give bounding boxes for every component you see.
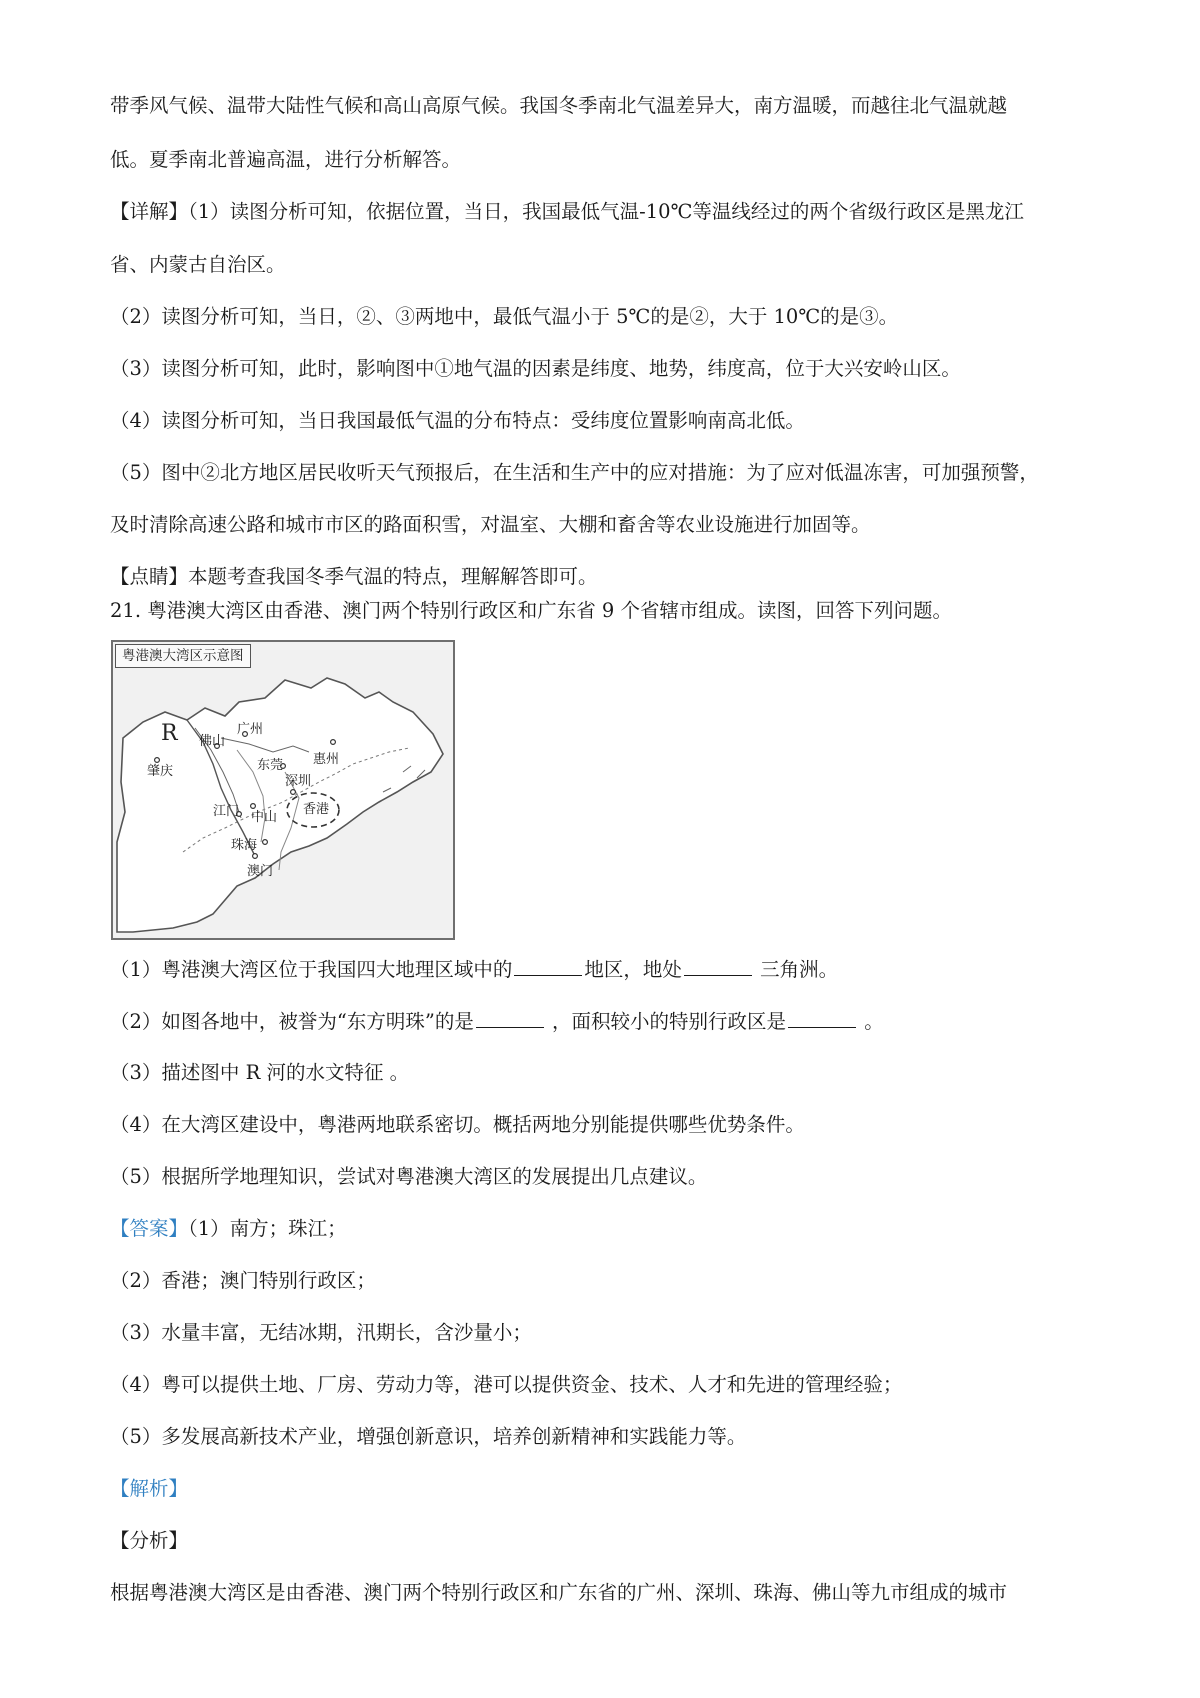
river-r-label: R bbox=[161, 721, 178, 746]
detail-line: （2）读图分析可知，当日，②、③两地中，最低气温小于 5℃的是②，大于 10℃的是③。 bbox=[110, 305, 899, 328]
answer-text: （1）南方；珠江； bbox=[188, 1217, 347, 1240]
sub1-part-b: 地区，地处 bbox=[584, 958, 682, 981]
detail-line: （4）读图分析可知，当日我国最低气温的分布特点：受纬度位置影响南高北低。 bbox=[110, 409, 805, 432]
sub-question-3: （3）描述图中 R 河的水文特征 。 bbox=[110, 1061, 410, 1084]
shenzhen-dot bbox=[291, 790, 296, 795]
city-label-foshan: 佛山 bbox=[199, 734, 226, 749]
zhongshan-dot bbox=[251, 804, 256, 809]
analysis-tag: 【解析】 bbox=[110, 1477, 189, 1500]
detail-text: （1）读图分析可知，依据位置，当日，我国最低气温-10℃等温线经过的两个省级行政区是黑龙江 bbox=[188, 200, 1024, 223]
answer-line: （3）水量丰富，无结冰期，汛期长，含沙量小； bbox=[110, 1321, 532, 1344]
sub1-part-a: （1）粤港澳大湾区位于我国四大地理区域中的 bbox=[110, 958, 513, 981]
sub1-part-c: 三角洲。 bbox=[753, 958, 839, 981]
city-label-zhongshan: 中山 bbox=[251, 810, 278, 825]
answer-blank bbox=[476, 1007, 544, 1028]
detail-line: （3）读图分析可知，此时，影响图中①地气温的因素是纬度、地势，纬度高，位于大兴安岭山区。 bbox=[110, 357, 961, 380]
detail-line: 省、内蒙古自治区。 bbox=[110, 253, 286, 276]
answer-line: （2）香港；澳门特别行政区； bbox=[110, 1269, 376, 1292]
sub2-part-b: ，面积较小的特别行政区是 bbox=[545, 1010, 787, 1033]
huizhou-dot bbox=[331, 740, 336, 745]
city-label-zhuhai: 珠海 bbox=[231, 838, 258, 853]
sub2-part-c: 。 bbox=[858, 1010, 884, 1033]
answer-blank bbox=[514, 955, 582, 976]
question-number: 21. bbox=[110, 599, 142, 622]
macau-dot bbox=[253, 854, 258, 859]
answer-blank bbox=[684, 955, 752, 976]
sub-question-4: （4）在大湾区建设中，粤港两地联系密切。概括两地分别能提供哪些优势条件。 bbox=[110, 1113, 805, 1136]
analysis-text: 根据粤港澳大湾区是由香港、澳门两个特别行政区和广东省的广州、深圳、珠海、佛山等九市组成的城市 bbox=[110, 1581, 1008, 1604]
map-drawing bbox=[113, 642, 453, 938]
detail-line bbox=[110, 198, 1100, 226]
question-text: 粤港澳大湾区由香港、澳门两个特别行政区和广东省 9 个省辖市组成。读图，回答下列问题。 bbox=[147, 599, 953, 622]
answer-tag: 【答案】 bbox=[110, 1217, 189, 1240]
comment-tag: 【点睛】 bbox=[110, 565, 189, 588]
city-label-shenzhen: 深圳 bbox=[285, 774, 312, 789]
sub-question-1 bbox=[110, 955, 1100, 984]
zhuhai-dot bbox=[263, 840, 268, 845]
city-label-dongguan: 东莞 bbox=[257, 758, 284, 773]
city-label-hongkong: 香港 bbox=[303, 802, 330, 817]
answer-line: （4）粤可以提供土地、厂房、劳动力等，港可以提供资金、技术、人才和先进的管理经验； bbox=[110, 1373, 903, 1396]
map-title: 粤港澳大湾区示意图 bbox=[115, 644, 251, 668]
city-label-huizhou: 惠州 bbox=[313, 752, 340, 767]
analysis-sub-tag: 【分析】 bbox=[110, 1529, 189, 1552]
paragraph-line: 低。夏季南北普遍高温，进行分析解答。 bbox=[110, 148, 462, 171]
detail-tag: 【详解】 bbox=[110, 200, 189, 223]
detail-line: 及时清除高速公路和城市市区的路面积雪，对温室、大棚和畜舍等农业设施进行加固等。 bbox=[110, 513, 871, 536]
city-label-zhaoqing: 肇庆 bbox=[147, 764, 174, 779]
paragraph-line: 带季风气候、温带大陆性气候和高山高原气候。我国冬季南北气温差异大，南方温暖，而越往北气温就越 bbox=[110, 94, 1008, 117]
city-label-jiangmen: 江门 bbox=[213, 804, 240, 819]
detail-line: （5）图中②北方地区居民收听天气预报后，在生活和生产中的应对措施：为了应对低温冻害，可加强预警， bbox=[110, 461, 1039, 484]
question-stem bbox=[110, 597, 1100, 625]
city-label-macau: 澳门 bbox=[247, 864, 274, 879]
city-label-guangzhou: 广州 bbox=[237, 722, 264, 737]
sub2-part-a: （2）如图各地中，被誉为“东方明珠”的是 bbox=[110, 1010, 474, 1033]
comment-line bbox=[110, 563, 1100, 591]
land-outline bbox=[117, 678, 443, 932]
answer-blank bbox=[788, 1007, 856, 1028]
bay-area-map bbox=[111, 640, 455, 940]
answer-line bbox=[110, 1215, 1100, 1243]
sub-question-5: （5）根据所学地理知识，尝试对粤港澳大湾区的发展提出几点建议。 bbox=[110, 1165, 708, 1188]
comment-text: 本题考查我国冬季气温的特点，理解解答即可。 bbox=[188, 565, 598, 588]
answer-line: （5）多发展高新技术产业，增强创新意识，培养创新精神和实践能力等。 bbox=[110, 1425, 747, 1448]
zhaoqing-dot bbox=[155, 758, 160, 763]
sub-question-2 bbox=[110, 1007, 1100, 1036]
